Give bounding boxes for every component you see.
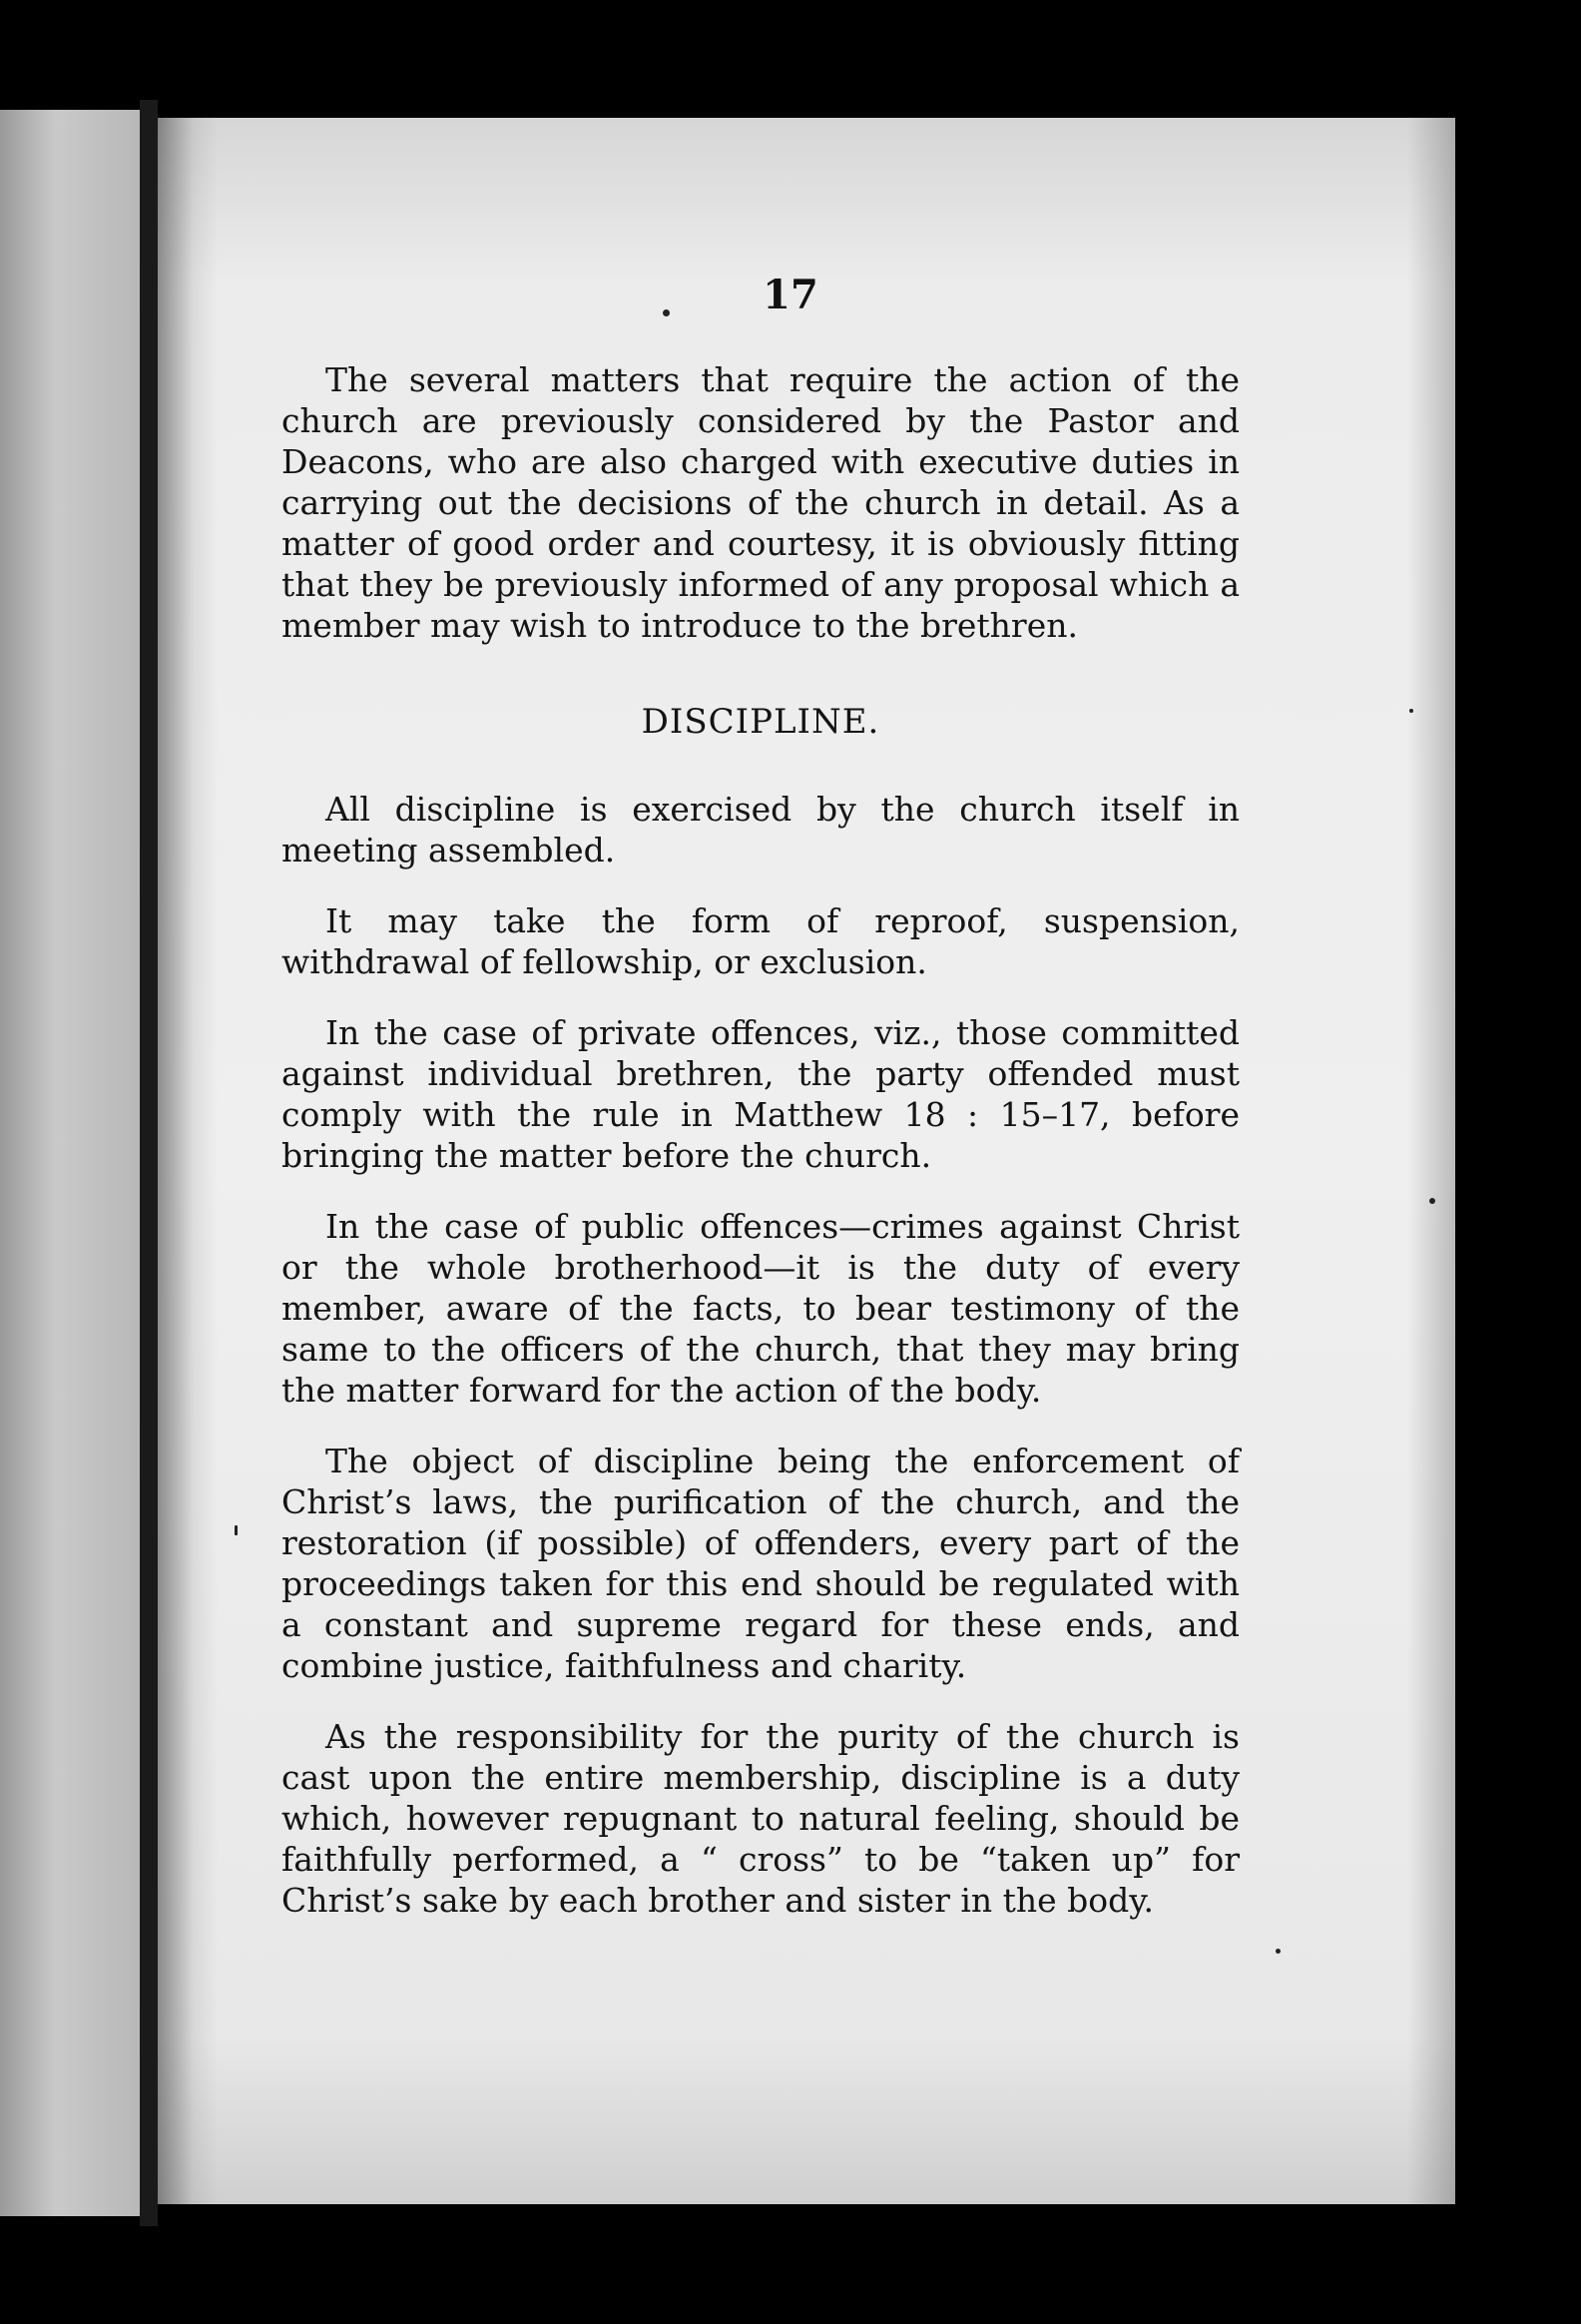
gutter-shadow	[158, 118, 218, 2204]
page-number: 17	[763, 272, 818, 318]
facing-page-edge	[0, 110, 140, 2216]
paragraph-deacons: The several matters that require the action of the church are previously considered by the Pastor and Deacons, who are also charged with executive duties in carrying out the decisions of the church in detail. As a matter of good order and courtesy, it is obviously fitting that they be previously informed of any proposal which a member may wish to introduce to the brethren.	[281, 360, 1240, 645]
paragraph-discipline-6: As the responsibility for the purity of the church is cast upon the entire membership, discipline is a duty which, however repugnant to natural feeling, should be faithfully performed, a “ cross” to be “taken up” for Christ’s sake by each brother and sister in the body.	[281, 1717, 1240, 1920]
paragraph-discipline-1: All discipline is exercised by the church itself in meeting assembled.	[281, 790, 1240, 870]
book-gutter	[140, 100, 158, 2226]
dust-speck	[235, 1525, 238, 1535]
body-text	[281, 359, 1240, 1951]
dust-speck	[663, 309, 670, 316]
paragraph-discipline-4: In the case of public offences—crimes against Christ or the whole brotherhood—it is the duty of every member, aware of the facts, to bear testimony of the same to the officers of the church, that they may bring the matter forward for the action of the body.	[281, 1207, 1240, 1410]
paragraph-discipline-5: The object of discipline being the enforcement of Christ’s laws, the purification of the church, and the restoration (if possible) of offenders, every part of the proceedings taken for this end should be regulated with a constant and supreme regard for these ends, and combine justice, faithfulness and charity.	[281, 1442, 1240, 1685]
dust-speck	[1429, 1198, 1435, 1204]
paragraph-discipline-3: In the case of private offences, viz., those committed against individual brethren, the party offended must comply with the rule in Matthew 18 : 15–17, before bringing the matter before the church.	[281, 1013, 1240, 1175]
dust-speck	[1276, 1949, 1281, 1954]
section-heading: DISCIPLINE.	[641, 702, 880, 742]
paragraph-discipline-2: It may take the form of reproof, suspension, withdrawal of fellowship, or exclusion.	[281, 901, 1240, 981]
dust-speck	[1409, 709, 1413, 713]
page-edge-shadow	[1407, 118, 1455, 2204]
